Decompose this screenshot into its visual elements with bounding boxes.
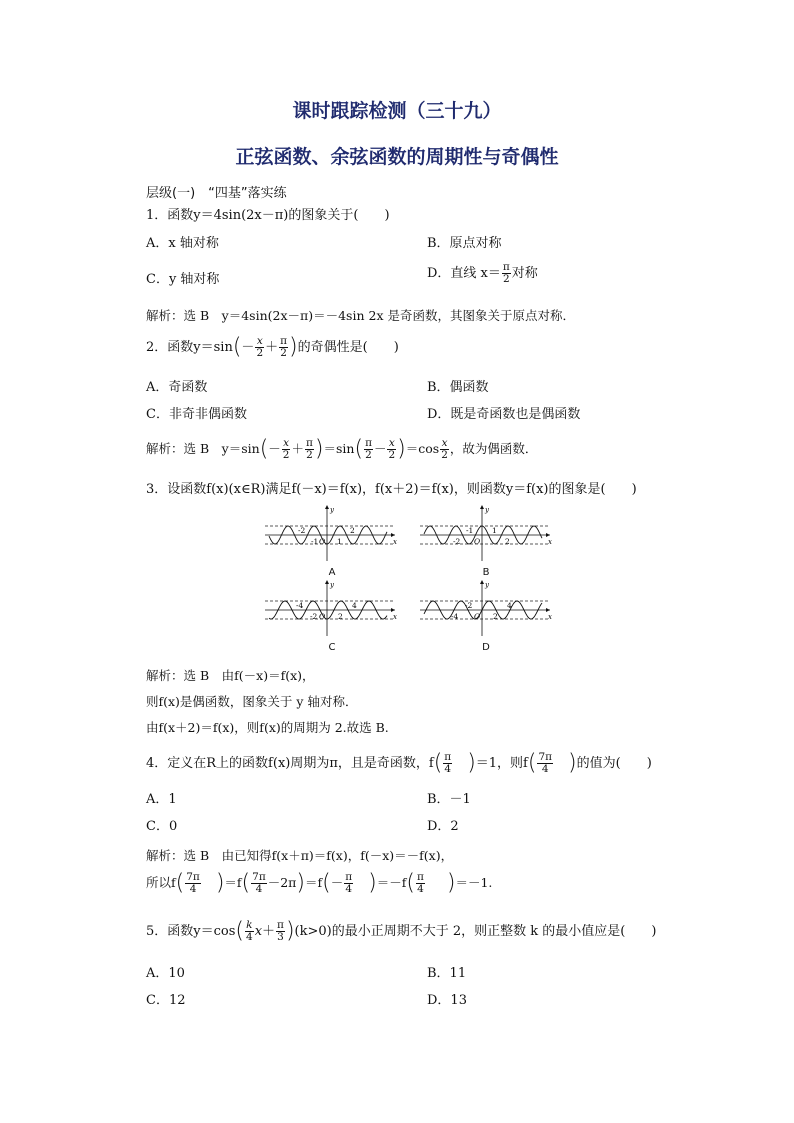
x-axis-label: x <box>393 538 397 546</box>
q2-stem: 2．函数y＝sin(－ $\frac{x}{2}$ ＋ $\frac{\pi}{2}$ )的奇偶性是( ) <box>146 334 399 360</box>
tick-label: 2 <box>350 526 355 535</box>
q5-option-d: D．13 <box>427 993 467 1008</box>
graph-c <box>265 580 397 636</box>
graph-b <box>420 505 552 561</box>
q4-option-b: B．－1 <box>427 792 471 807</box>
y-axis-arrow <box>480 505 484 509</box>
tick-label: -2 <box>310 612 318 621</box>
tick-label: -4 <box>296 601 304 610</box>
tick-label: -1 <box>466 526 474 535</box>
x-axis-arrow <box>546 533 550 537</box>
tick-label: 1 <box>492 526 497 535</box>
q3-solution-3: 由f(x＋2)＝f(x)，则f(x)的周期为 2.故选 B. <box>146 720 389 735</box>
tick-label: O <box>474 537 481 546</box>
q3-stem: 3．设函数f(x)(x∈R)满足f(－x)＝f(x)，f(x＋2)＝f(x)，则函数y＝f(x)的图象是( ) <box>146 482 637 497</box>
q4-solution-2: 所以f( $\frac{7\pi}{4}$ )＝f( $\frac{7\pi}{4}$ －2π)＝f(－ $\frac{\pi}{4}$ )＝－f( $\frac{\pi}{4}$ )＝－1. <box>146 870 493 896</box>
tick-label: O <box>319 537 326 546</box>
q2-solution: 解析：选 B y＝sin(－ $\frac{x}{2}$ ＋ $\frac{\pi}{2}$ )＝sin( $\frac{\pi}{2}$ － $\frac{x}{2}$ )＝cos $\frac{x}{2}$ ，故为偶函数． <box>146 436 538 462</box>
y-axis-label: y <box>485 581 489 589</box>
tick-label: -2 <box>465 601 473 610</box>
q5-option-a: A．10 <box>146 966 185 981</box>
q4-stem: 4．定义在R上的函数f(x)周期为π，且是奇函数，f( $\frac{\pi}{4}$ )＝1，则f( $\frac{7\pi}{4}$ )的值为( ) <box>146 750 652 776</box>
q1-option-d: D．直线 x＝ $\frac{\pi}{2}$ 对称 <box>427 261 538 285</box>
x-axis-arrow <box>391 533 395 537</box>
q4-option-c: C．0 <box>146 819 178 834</box>
graph-a <box>265 505 397 561</box>
q5-stem: 5．函数y＝cos( $\frac{k}{4}$ x＋ $\frac{\pi}{3}$ )(k>0)的最小正周期不大于 2，则正整数 k 的最小值应是( ) <box>146 918 657 944</box>
page-title: 课时跟踪检测（三十九） <box>292 100 502 122</box>
x-axis-label: x <box>548 613 552 621</box>
q1-solution: 解析：选 B y＝4sin(2x－π)＝－4sin 2x 是奇函数，其图象关于原点对称． <box>146 308 575 323</box>
graph-d-label: D <box>482 642 490 653</box>
q5-option-c: C．12 <box>146 993 186 1008</box>
section-heading: 层级(一) “四基”落实练 <box>146 186 287 201</box>
page-subtitle: 正弦函数、余弦函数的周期性与奇偶性 <box>235 146 559 168</box>
y-axis-label: y <box>330 506 334 514</box>
graph-d <box>420 580 552 636</box>
y-axis-label: y <box>485 506 489 514</box>
y-axis-label: y <box>330 581 334 589</box>
graph-b-label: B <box>482 567 490 578</box>
y-axis-arrow <box>325 580 329 584</box>
q1-stem: 1．函数y＝4sin(2x－π)的图象关于( ) <box>146 208 390 223</box>
q4-option-d: D．2 <box>427 819 459 834</box>
q4-option-a: A．1 <box>146 792 177 807</box>
tick-label: 2 <box>338 612 343 621</box>
graph-a-label: A <box>328 567 336 578</box>
tick-label: O <box>474 612 481 621</box>
q2-option-d: D．既是奇函数也是偶函数 <box>427 407 581 422</box>
q2-option-a: A．奇函数 <box>146 380 208 395</box>
q4-solution-1: 解析：选 B 由已知得f(x＋π)＝f(x)，f(－x)＝－f(x)， <box>146 848 454 863</box>
q1-option-a: A．x 轴对称 <box>146 236 219 251</box>
y-axis-arrow <box>325 505 329 509</box>
q3-solution-1: 解析：选 B 由f(－x)＝f(x)， <box>146 668 315 683</box>
q1-option-b: B．原点对称 <box>427 236 502 251</box>
tick-label: -2 <box>298 526 306 535</box>
q3-solution-2: 则f(x)是偶函数，图象关于 y 轴对称． <box>146 694 358 709</box>
graph-c-label: C <box>328 642 336 653</box>
tick-label: -2 <box>453 537 461 546</box>
q3-graphs <box>255 505 555 655</box>
tick-label: 4 <box>507 601 512 610</box>
tick-label: 4 <box>352 601 357 610</box>
x-axis-label: x <box>548 538 552 546</box>
x-axis-label: x <box>393 613 397 621</box>
tick-label: O <box>319 612 326 621</box>
q5-option-b: B．11 <box>427 966 467 981</box>
tick-label: 1 <box>337 537 342 546</box>
x-axis-arrow <box>546 608 550 612</box>
x-axis-arrow <box>391 608 395 612</box>
tick-label: -4 <box>451 612 459 621</box>
q2-option-b: B．偶函数 <box>427 380 489 395</box>
y-axis-arrow <box>480 580 484 584</box>
q1-option-c: C．y 轴对称 <box>146 272 220 287</box>
q2-option-c: C．非奇非偶函数 <box>146 407 247 422</box>
tick-label: -1 <box>311 537 319 546</box>
tick-label: 2 <box>493 612 498 621</box>
tick-label: 2 <box>505 537 510 546</box>
